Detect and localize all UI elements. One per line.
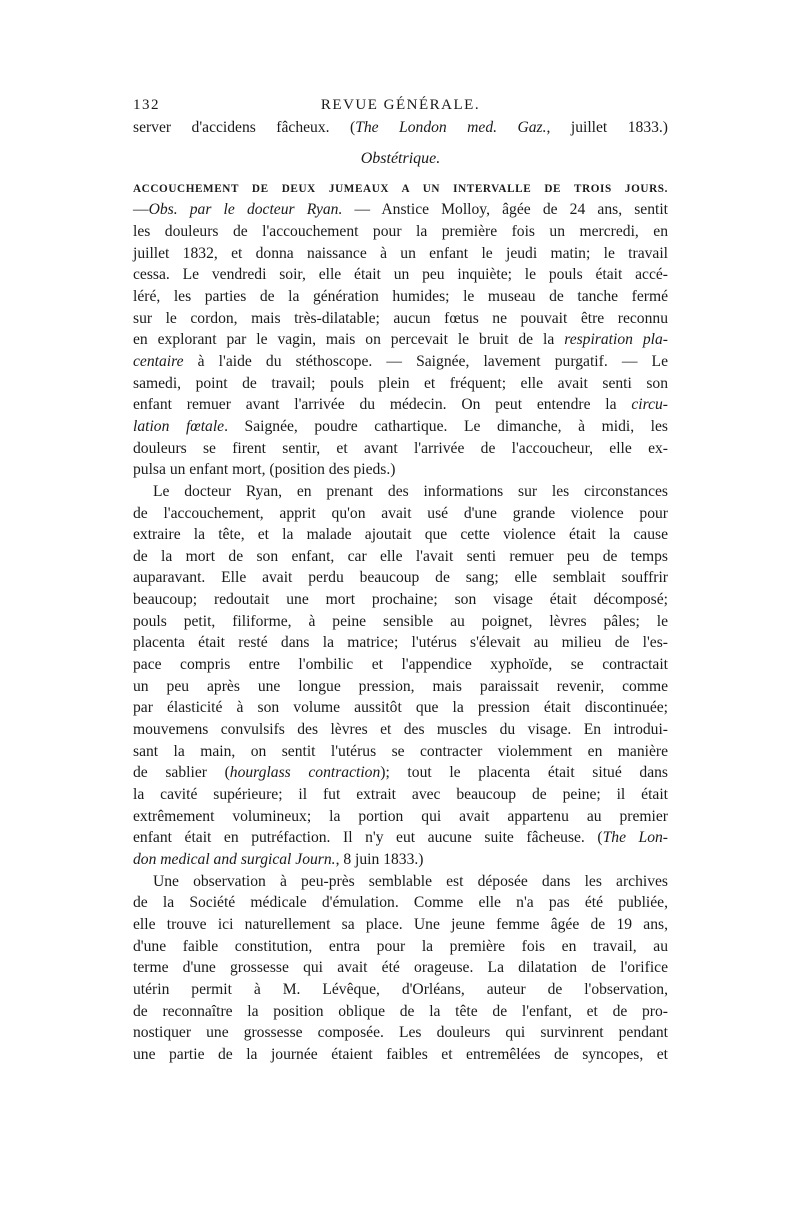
text-run: placenta était resté dans la matrice; l'utérus s'élevait au milieu de l'es-	[133, 634, 668, 652]
text-run: mouvemens convulsifs des lèvres et des muscles du visage. En introdui-	[133, 721, 668, 739]
text-line	[133, 221, 668, 243]
text-run: extrêmement volumineux; la portion qui avait appartenu au premier	[133, 807, 668, 825]
running-title: REVUE GÉNÉRALE.	[320, 97, 481, 113]
text-line	[133, 654, 668, 676]
text-line	[133, 611, 668, 633]
section-heading: Obstétrique.	[360, 149, 441, 167]
text-run: la cavité supérieure; il fut extrait avec beaucoup de peine; il était	[133, 786, 668, 804]
text-run: pouls petit, filiforme, à peine sensible au poignet, lèvres pâles; le	[133, 612, 668, 630]
text-run: samedi, point de travail; pouls plein et fréquent; elle avait senti son	[133, 374, 668, 392]
text-line	[133, 416, 668, 438]
text-run: léré, les parties de la génération humides; le museau de tanche fermé	[133, 287, 668, 305]
text-run: utérin permit à M. Lévêque, d'Orléans, auteur de l'observation,	[133, 980, 668, 998]
text-run: les douleurs de l'accouchement pour la première fois un mercredi, en	[133, 222, 668, 240]
text-line	[133, 1001, 668, 1023]
intro-text: server d'accidens fâcheux. (	[133, 119, 356, 136]
text-line	[133, 871, 668, 893]
text-line	[133, 373, 668, 395]
text-line	[133, 784, 668, 806]
paragraph	[133, 481, 668, 871]
text-run: beaucoup; redoutait une mort prochaine; son visage était décomposé;	[133, 591, 668, 609]
text-run: ); tout le placenta était situé dans	[380, 764, 668, 782]
text-line	[133, 806, 668, 828]
running-header	[133, 95, 668, 117]
text-line	[133, 546, 668, 568]
text-line	[133, 459, 668, 481]
text-run: terme d'une grossesse qui avait été orageuse. La dilatation de l'orifice	[133, 959, 668, 977]
italic-text: don medical and surgical Journ.	[133, 851, 336, 868]
text-line	[133, 1022, 668, 1044]
text-run: enfant était en putréfaction. Il n'y eut aucune suite fâcheuse. (	[133, 829, 603, 847]
text-run: sant la main, on sentit l'utérus se contracter violemment en manière	[133, 742, 668, 760]
text-run: juillet 1832, et donna naissance à un enfant le jeudi matin; le travail	[133, 244, 668, 262]
text-run: elle trouve ici naturellement sa place. Une jeune femme âgée de 19 ans,	[133, 915, 668, 933]
text-run: pace compris entre l'ombilic et l'appendice xyphoïde, se contractait	[133, 656, 668, 674]
text-run: Le docteur Ryan, en prenant des informations sur les circonstances	[153, 482, 668, 500]
text-line	[133, 697, 668, 719]
text-run: de l'accouchement, apprit qu'on avait usé d'une grande violence pour	[133, 504, 668, 522]
text-line	[133, 762, 668, 784]
text-line	[133, 394, 668, 416]
text-line	[133, 892, 668, 914]
text-run: enfant remuer avant l'arrivée du médecin. On peut entendre la	[133, 396, 632, 414]
italic-text: The Lon-	[602, 829, 669, 847]
text-line	[133, 827, 668, 849]
text-run: de la Société médicale d'émulation. Comme elle n'a pas été publiée,	[133, 894, 668, 912]
text-line	[133, 567, 668, 589]
text-line	[133, 957, 668, 979]
paragraph	[133, 199, 668, 481]
text-run: sur le cordon, mais très-dilatable; aucun fœtus ne pouvait être reconnu	[133, 309, 668, 327]
text-run: nostiquer une grossesse composée. Les douleurs qui survinrent pendant	[133, 1024, 668, 1042]
text-line	[133, 632, 668, 654]
italic-text: hourglass contraction	[229, 764, 381, 782]
text-run: cessa. Le vendredi soir, elle était un peu inquiète; le pouls était accé-	[133, 266, 668, 284]
text-run: en explorant par le vagin, mais on percevait le bruit de la	[133, 331, 565, 349]
text-line	[133, 481, 668, 503]
text-run: douleurs se firent sentir, et avant l'arrivée de l'accoucheur, elle ex-	[133, 439, 668, 457]
page-number: 132	[133, 97, 160, 113]
text-run: —	[133, 201, 149, 219]
paragraph	[133, 871, 668, 1066]
journal-reference: The London med. Gaz.	[355, 119, 547, 136]
text-line	[133, 308, 668, 330]
text-run: de la mort de son enfant, car elle l'avait senti remuer peu de temps	[133, 547, 668, 565]
text-line	[133, 438, 668, 460]
text-run: à l'aide du stéthoscope. — Saignée, lavement purgatif. — Le	[183, 352, 668, 370]
text-line	[133, 676, 668, 698]
text-line	[133, 243, 668, 265]
text-run: pulsa un enfant mort, (position des pieds.)	[133, 461, 396, 479]
text-run: de reconnaître la position oblique de la tête de l'enfant, et de pro-	[133, 1002, 668, 1020]
text-line	[133, 351, 668, 373]
text-line	[133, 589, 668, 611]
text-run: . Saignée, poudre cathartique. Le dimanche, à midi, les	[224, 417, 668, 435]
article-body	[133, 199, 668, 1065]
text-line	[133, 503, 668, 525]
text-line	[133, 199, 668, 221]
article-title: ACCOUCHEMENT DE DEUX JUMEAUX A UN INTERVALLE DE TROIS JOURS.	[133, 183, 668, 196]
italic-text: Obs. par le docteur Ryan.	[148, 201, 343, 219]
text-line	[133, 329, 668, 351]
italic-text: lation fœtale	[133, 417, 225, 435]
text-line	[133, 524, 668, 546]
italic-text: centaire	[133, 352, 184, 370]
italic-text: respiration pla-	[564, 331, 668, 349]
text-line	[133, 849, 668, 871]
text-run: — Anstice Molloy, âgée de 24 ans, sentit	[342, 201, 669, 219]
text-run: d'une faible constitution, entra pour la première fois en travail, au	[133, 937, 668, 955]
text-line	[133, 1044, 668, 1066]
text-line	[133, 719, 668, 741]
text-run: une partie de la journée étaient faibles et entremêlées de syncopes, et	[133, 1045, 668, 1063]
text-line	[133, 979, 668, 1001]
text-run: , 8 juin 1833.)	[335, 851, 424, 868]
text-line	[133, 264, 668, 286]
text-line	[133, 914, 668, 936]
book-page	[133, 95, 668, 1066]
text-line	[133, 936, 668, 958]
text-run: auparavant. Elle avait perdu beaucoup de sang; elle semblait souffrir	[133, 569, 668, 587]
intro-date: , juillet 1833.)	[546, 119, 669, 136]
text-line	[133, 286, 668, 308]
text-run: de sablier (	[133, 764, 230, 782]
italic-text: circu-	[631, 396, 668, 414]
text-run: un peu après une longue pression, mais paraissait revenir, comme	[133, 677, 668, 695]
text-run: extraire la tête, et la malade ajoutait que cette violence était la cause	[133, 526, 668, 544]
intro-line	[133, 117, 668, 139]
text-run: Une observation à peu-près semblable est déposée dans les archives	[153, 872, 668, 890]
text-run: par élasticité à son volume aussitôt que la pression était discontinuée;	[133, 699, 668, 717]
text-line	[133, 741, 668, 763]
